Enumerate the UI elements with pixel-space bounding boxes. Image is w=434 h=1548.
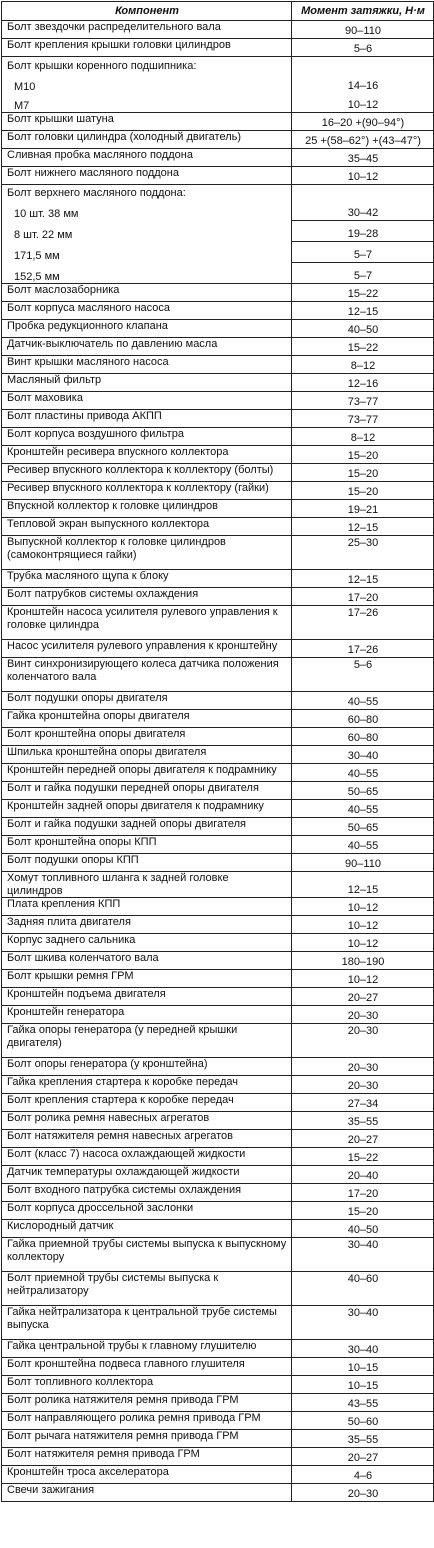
- component-cell: Выпускной коллектор к головке цилиндров (самоконтрящиеся гайки): [2, 536, 292, 570]
- torque-value-cell: 40–50: [292, 1220, 434, 1238]
- torque-value-cell: 10–15: [292, 1376, 434, 1394]
- table-row: [2, 374, 434, 392]
- table-row: [2, 818, 434, 836]
- component-cell: 10 шт. 38 мм: [2, 199, 292, 221]
- table-row: [2, 746, 434, 764]
- table-body: [2, 21, 434, 1502]
- component-cell: Кислородный датчик: [2, 1220, 292, 1238]
- component-cell: Болт входного патрубка системы охлаждения: [2, 1184, 292, 1202]
- torque-value-cell: 17–26: [292, 640, 434, 658]
- component-cell: Тепловой экран выпускного коллектора: [2, 518, 292, 536]
- component-cell: Болт рычага натяжителя ремня привода ГРМ: [2, 1430, 292, 1448]
- table-row: [2, 149, 434, 167]
- torque-value-cell: 40–60: [292, 1272, 434, 1306]
- component-cell: M10: [2, 72, 292, 93]
- torque-value-cell: 30–42: [292, 199, 434, 221]
- torque-value-cell: 12–15: [292, 872, 434, 898]
- table-row: [2, 854, 434, 872]
- component-cell: Шпилька кронштейна опоры двигателя: [2, 746, 292, 764]
- torque-value-cell: 20–27: [292, 988, 434, 1006]
- torque-value-cell: 60–80: [292, 728, 434, 746]
- table-row: [2, 263, 434, 284]
- table-row: [2, 1112, 434, 1130]
- table-row: [2, 72, 434, 93]
- component-cell: Болт крышки ремня ГРМ: [2, 970, 292, 988]
- table-row: [2, 570, 434, 588]
- component-cell: Болт патрубков системы охлаждения: [2, 588, 292, 606]
- torque-value-cell: 10–12: [292, 167, 434, 185]
- component-cell: Болт корпуса масляного насоса: [2, 302, 292, 320]
- torque-value-cell: 20–27: [292, 1130, 434, 1148]
- component-cell: Кронштейн генератора: [2, 1006, 292, 1024]
- torque-value-cell: 15–20: [292, 446, 434, 464]
- torque-value-cell: 20–27: [292, 1448, 434, 1466]
- table-row: [2, 728, 434, 746]
- component-cell: Болт топливного коллектора: [2, 1376, 292, 1394]
- component-cell: Гайка нейтрализатора к центральной трубе системы выпуска: [2, 1306, 292, 1340]
- component-cell: M7: [2, 93, 292, 113]
- table-row: [2, 1148, 434, 1166]
- torque-value-cell: 73–77: [292, 410, 434, 428]
- component-cell: Болт кронштейна опоры КПП: [2, 836, 292, 854]
- torque-value-cell: 180–190: [292, 952, 434, 970]
- table-row: [2, 93, 434, 113]
- component-cell: Болт звездочки распределительного вала: [2, 21, 292, 39]
- torque-value-cell: 10–15: [292, 1358, 434, 1376]
- table-row: [2, 1094, 434, 1112]
- table-row: [2, 167, 434, 185]
- table-row: [2, 338, 434, 356]
- component-cell: Кронштейн передней опоры двигателя к подрамнику: [2, 764, 292, 782]
- torque-value-cell: 12–16: [292, 374, 434, 392]
- table-row: [2, 934, 434, 952]
- table-row: [2, 1220, 434, 1238]
- torque-value-cell: 12–15: [292, 302, 434, 320]
- component-cell: Масляный фильтр: [2, 374, 292, 392]
- component-cell: Болт кронштейна подвеса главного глушителя: [2, 1358, 292, 1376]
- table-row: [2, 988, 434, 1006]
- torque-value-cell: 30–40: [292, 746, 434, 764]
- component-cell: Болт (класс 7) насоса охлаждающей жидкости: [2, 1148, 292, 1166]
- table-row: [2, 428, 434, 446]
- component-cell: Болт и гайка подушки передней опоры двигателя: [2, 782, 292, 800]
- table-row: [2, 710, 434, 728]
- table-row: [2, 836, 434, 854]
- component-cell: Винт синхронизирующего колеса датчика положения коленчатого вала: [2, 658, 292, 692]
- component-cell: Болт опоры генератора (у кронштейна): [2, 1058, 292, 1076]
- component-cell: Кронштейн подъема двигателя: [2, 988, 292, 1006]
- table-row: [2, 1202, 434, 1220]
- torque-value-cell: 10–12: [292, 934, 434, 952]
- torque-value-cell: 25–30: [292, 536, 434, 570]
- torque-value-cell: 30–40: [292, 1238, 434, 1272]
- component-cell: Сливная пробка масляного поддона: [2, 149, 292, 167]
- component-column-header: Компонент: [2, 2, 292, 21]
- torque-value-cell: 8–12: [292, 356, 434, 374]
- torque-value-cell: 15–22: [292, 338, 434, 356]
- table-row: [2, 1006, 434, 1024]
- torque-value-cell: 10–12: [292, 898, 434, 916]
- component-cell: Гайка приемной трубы системы выпуска к выпускному коллектору: [2, 1238, 292, 1272]
- component-cell: Хомут топливного шланга к задней головке цилиндров: [2, 872, 292, 898]
- torque-value-cell: 15–20: [292, 482, 434, 500]
- component-cell: Кронштейн задней опоры двигателя к подрамнику: [2, 800, 292, 818]
- component-cell: 171,5 мм: [2, 242, 292, 263]
- torque-value-cell: 40–55: [292, 800, 434, 818]
- torque-value-cell: 35–55: [292, 1430, 434, 1448]
- component-cell: Болт нижнего масляного поддона: [2, 167, 292, 185]
- torque-value-cell: 90–110: [292, 854, 434, 872]
- torque-value-cell: 19–28: [292, 221, 434, 242]
- table-row: [2, 1238, 434, 1272]
- table-row: [2, 952, 434, 970]
- torque-value-cell: 14–16: [292, 72, 434, 93]
- table-row: [2, 284, 434, 302]
- component-cell: Пробка редукционного клапана: [2, 320, 292, 338]
- component-cell: Гайка крепления стартера к коробке передач: [2, 1076, 292, 1094]
- component-cell: 152,5 мм: [2, 263, 292, 284]
- table-row: [2, 1358, 434, 1376]
- table-row: [2, 658, 434, 692]
- component-cell: Гайка опоры генератора (у передней крышки двигателя): [2, 1024, 292, 1058]
- table-row: [2, 764, 434, 782]
- component-cell: Датчик-выключатель по давлению масла: [2, 338, 292, 356]
- torque-value-cell: 50–60: [292, 1412, 434, 1430]
- component-cell: Трубка масляного щупа к блоку: [2, 570, 292, 588]
- table-row: [2, 916, 434, 934]
- torque-value-cell: 73–77: [292, 392, 434, 410]
- torque-value-cell: 17–20: [292, 1184, 434, 1202]
- component-cell: Ресивер впускного коллектора к коллектору (гайки): [2, 482, 292, 500]
- table-row: [2, 356, 434, 374]
- component-cell: Гайка кронштейна опоры двигателя: [2, 710, 292, 728]
- torque-value-cell: 35–45: [292, 149, 434, 167]
- torque-value-cell: 90–110: [292, 21, 434, 39]
- component-cell: Плата крепления КПП: [2, 898, 292, 916]
- torque-value-cell: 25 +(58–62°) +(43–47°): [292, 131, 434, 149]
- table-row: [2, 588, 434, 606]
- component-cell: Болт натяжителя ремня навесных агрегатов: [2, 1130, 292, 1148]
- table-row: [2, 970, 434, 988]
- torque-value-cell: 40–55: [292, 692, 434, 710]
- component-cell: Болт пластины привода АКПП: [2, 410, 292, 428]
- component-cell: Кронштейн троса акселератора: [2, 1466, 292, 1484]
- component-cell: Болт приемной трубы системы выпуска к нейтрализатору: [2, 1272, 292, 1306]
- component-cell: Впускной коллектор к головке цилиндров: [2, 500, 292, 518]
- torque-value-cell: 17–26: [292, 606, 434, 640]
- torque-value-cell: 12–15: [292, 570, 434, 588]
- table-row: [2, 1130, 434, 1148]
- table-row: [2, 221, 434, 242]
- torque-value-cell: 50–65: [292, 818, 434, 836]
- component-cell: Болт кронштейна опоры двигателя: [2, 728, 292, 746]
- torque-value-cell: [292, 57, 434, 73]
- component-cell: Свечи зажигания: [2, 1484, 292, 1502]
- table-row: [2, 1394, 434, 1412]
- torque-value-cell: 27–34: [292, 1094, 434, 1112]
- table-row: [2, 446, 434, 464]
- torque-value-cell: 20–40: [292, 1166, 434, 1184]
- torque-value-cell: 5–6: [292, 39, 434, 57]
- table-row: [2, 872, 434, 898]
- component-cell: Болт корпуса воздушного фильтра: [2, 428, 292, 446]
- torque-value-cell: 16–20 +(90–94°): [292, 113, 434, 131]
- component-cell: Кронштейн ресивера впускного коллектора: [2, 446, 292, 464]
- table-row: [2, 1024, 434, 1058]
- component-cell: Кронштейн насоса усилителя рулевого управления к головке цилиндра: [2, 606, 292, 640]
- component-cell: Винт крышки масляного насоса: [2, 356, 292, 374]
- torque-value-cell: 17–20: [292, 588, 434, 606]
- torque-value-cell: 40–55: [292, 836, 434, 854]
- table-header-row: [2, 2, 434, 21]
- torque-value-cell: 20–30: [292, 1006, 434, 1024]
- table-row: [2, 199, 434, 221]
- component-cell: Болт натяжителя ремня привода ГРМ: [2, 1448, 292, 1466]
- torque-value-cell: 50–65: [292, 782, 434, 800]
- torque-value-cell: 15–20: [292, 1202, 434, 1220]
- component-cell: Болт подушки опоры двигателя: [2, 692, 292, 710]
- torque-value-cell: 30–40: [292, 1340, 434, 1358]
- torque-value-cell: 15–22: [292, 284, 434, 302]
- table-row: [2, 410, 434, 428]
- table-row: [2, 464, 434, 482]
- torque-value-cell: 10–12: [292, 916, 434, 934]
- table-row: [2, 113, 434, 131]
- component-cell: Болт направляющего ролика ремня привода ГРМ: [2, 1412, 292, 1430]
- component-cell: Болт крышки коренного подшипника:: [2, 57, 292, 73]
- component-cell: Корпус заднего сальника: [2, 934, 292, 952]
- table-row: [2, 640, 434, 658]
- table-row: [2, 320, 434, 338]
- torque-value-cell: 5–6: [292, 658, 434, 692]
- torque-value-cell: 10–12: [292, 93, 434, 113]
- torque-value-cell: 4–6: [292, 1466, 434, 1484]
- component-cell: Болт шкива коленчатого вала: [2, 952, 292, 970]
- table-row: [2, 1466, 434, 1484]
- torque-value-cell: [292, 185, 434, 200]
- component-cell: Задняя плита двигателя: [2, 916, 292, 934]
- component-cell: 8 шт. 22 мм: [2, 221, 292, 242]
- torque-value-cell: 60–80: [292, 710, 434, 728]
- table-row: [2, 1448, 434, 1466]
- torque-table: [1, 1, 434, 1502]
- torque-value-cell: 8–12: [292, 428, 434, 446]
- component-cell: Болт верхнего масляного поддона:: [2, 185, 292, 200]
- table-row: [2, 536, 434, 570]
- component-cell: Ресивер впускного коллектора к коллектору (болты): [2, 464, 292, 482]
- table-row: [2, 692, 434, 710]
- torque-value-cell: 40–55: [292, 764, 434, 782]
- table-row: [2, 782, 434, 800]
- table-row: [2, 1376, 434, 1394]
- component-cell: Болт маслозаборника: [2, 284, 292, 302]
- component-cell: Болт ролика натяжителя ремня привода ГРМ: [2, 1394, 292, 1412]
- table-row: [2, 302, 434, 320]
- table-row: [2, 1058, 434, 1076]
- component-cell: Болт корпуса дроссельной заслонки: [2, 1202, 292, 1220]
- table-row: [2, 57, 434, 73]
- component-cell: Гайка центральной трубы к главному глушителю: [2, 1340, 292, 1358]
- torque-value-cell: 15–20: [292, 464, 434, 482]
- torque-column-header: Момент затяжки, Н·м: [292, 2, 434, 21]
- table-row: [2, 242, 434, 263]
- table-row: [2, 1076, 434, 1094]
- table-row: [2, 185, 434, 200]
- component-cell: Датчик температуры охлаждающей жидкости: [2, 1166, 292, 1184]
- table-row: [2, 518, 434, 536]
- table-row: [2, 21, 434, 39]
- table-row: [2, 1340, 434, 1358]
- table-row: [2, 500, 434, 518]
- component-cell: Болт крышки шатуна: [2, 113, 292, 131]
- component-cell: Болт крепления крышки головки цилиндров: [2, 39, 292, 57]
- table-row: [2, 39, 434, 57]
- torque-value-cell: 5–7: [292, 263, 434, 284]
- table-row: [2, 392, 434, 410]
- torque-value-cell: 15–22: [292, 1148, 434, 1166]
- component-cell: Болт подушки опоры КПП: [2, 854, 292, 872]
- torque-value-cell: 12–15: [292, 518, 434, 536]
- table-row: [2, 1484, 434, 1502]
- torque-value-cell: 35–55: [292, 1112, 434, 1130]
- torque-value-cell: 20–30: [292, 1076, 434, 1094]
- table-row: [2, 606, 434, 640]
- table-row: [2, 1412, 434, 1430]
- torque-value-cell: 5–7: [292, 242, 434, 263]
- component-cell: Болт крепления стартера к коробке передач: [2, 1094, 292, 1112]
- table-row: [2, 131, 434, 149]
- table-row: [2, 1166, 434, 1184]
- torque-value-cell: 19–21: [292, 500, 434, 518]
- component-cell: Болт ролика ремня навесных агрегатов: [2, 1112, 292, 1130]
- torque-value-cell: 43–55: [292, 1394, 434, 1412]
- torque-value-cell: 10–12: [292, 970, 434, 988]
- component-cell: Болт и гайка подушки задней опоры двигателя: [2, 818, 292, 836]
- torque-value-cell: 40–50: [292, 320, 434, 338]
- component-cell: Насос усилителя рулевого управления к кронштейну: [2, 640, 292, 658]
- component-cell: Болт головки цилиндра (холодный двигатель): [2, 131, 292, 149]
- torque-value-cell: 20–30: [292, 1484, 434, 1502]
- table-row: [2, 800, 434, 818]
- table-row: [2, 1306, 434, 1340]
- table-row: [2, 482, 434, 500]
- component-cell: Болт маховика: [2, 392, 292, 410]
- torque-value-cell: 20–30: [292, 1024, 434, 1058]
- torque-value-cell: 30–40: [292, 1306, 434, 1340]
- table-row: [2, 1184, 434, 1202]
- table-row: [2, 1430, 434, 1448]
- torque-value-cell: 20–30: [292, 1058, 434, 1076]
- table-row: [2, 1272, 434, 1306]
- table-row: [2, 898, 434, 916]
